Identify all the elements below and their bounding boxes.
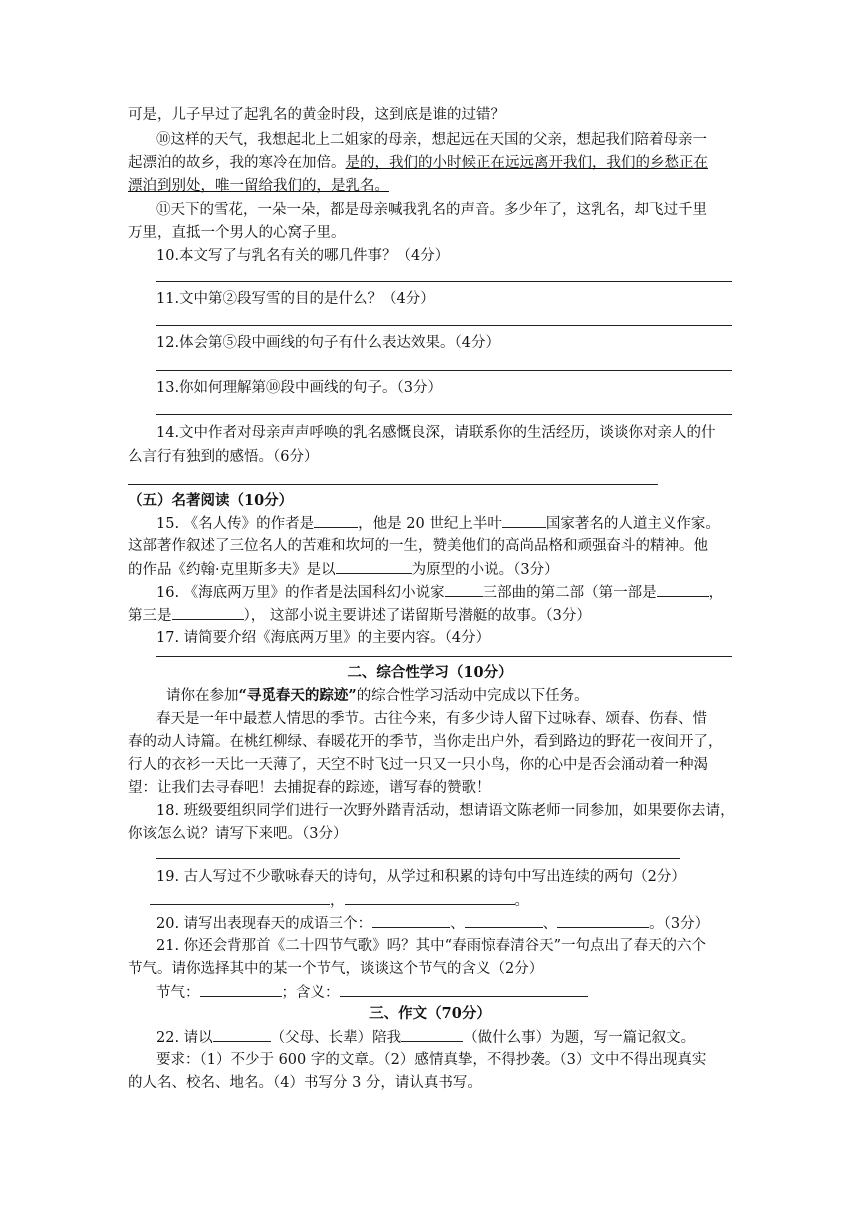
q22-blank-what[interactable] [401,1026,463,1042]
q21-label: 节气： [156,985,200,1001]
section-3-title: 三、作文（70分） [369,1005,491,1022]
q16-text: 第三是 [128,608,172,624]
activity-name: “寻觅春天的踪迹” [238,687,357,704]
question-21-line-3 [156,981,588,1004]
q19-blank-line-1[interactable] [150,889,330,905]
q16-blank-author[interactable] [445,581,483,597]
q15-text: 国家著名的人道主义作家。 [545,516,720,532]
q19-blank-line-2[interactable] [345,889,515,905]
paragraph-10-line-1: ⑩这样的天气，我想起北上二姐家的母亲，想起远在天国的父亲，想起我们陪着母亲一 [156,132,707,148]
spring-paragraph-line-3: 行人的衣衫一天比一天薄了，天空不时飞过一只又一只小鸟，你的心中是否会涌动着一种渴 [128,757,708,773]
spring-paragraph-line-1: 春天是一年中最惹人情思的季节。古往今来，有多少诗人留下过咏春、颂春、伤春、惜 [156,711,707,727]
q16-text: ， [708,585,724,601]
q15-blank-author[interactable] [314,512,358,528]
question-19: 19. 古人写过不少歌咏春天的诗句，从学过和积累的诗句中写出连续的两句（2分） [156,869,686,885]
question-18-line-1: 18. 班级要组织同学们进行一次野外踏青活动，想请语文陈老师一同参加，如果要你去请， [156,803,735,819]
paragraph-10-line-2 [128,152,708,174]
q15-blank-prototype[interactable] [336,558,412,574]
q22-text: （父母、长辈）陪我 [270,1030,402,1046]
q15-text: 为原型的小说。（3分） [411,562,559,578]
paragraph-11-line-2: 万里，直抵一个男人的心窝子里。 [128,225,346,241]
intro-text: 请你在参加 [166,688,239,704]
answer-line-18[interactable] [156,858,680,859]
separator: 、 [542,916,558,932]
q16-text: 三部曲的第二部（第一部是 [482,585,657,601]
q16-blank-first[interactable] [657,581,709,597]
paragraph-9-end: 可是，儿子早过了起乳名的黄金时段，这到底是谁的过错？ [128,107,505,123]
answer-line-12[interactable] [156,370,732,371]
underlined-sentence: 是的，我们的小时候正在远远离开我们，我们的乡愁正在 [345,155,708,171]
answer-line-11[interactable] [156,325,732,326]
answer-line-17[interactable] [156,656,732,657]
q16-text: 16. 《海底两万里》的作者是法国科幻小说家 [156,585,445,601]
q16-blank-third[interactable] [172,604,244,620]
q21-blank-term[interactable] [200,981,282,997]
question-16-line-1 [156,581,723,604]
q15-blank-country[interactable] [502,512,546,528]
q20-blank-3[interactable] [557,912,649,928]
essay-requirements-line-1: 要求：（1）不少于 600 字的文章。（2）感情真挚，不得抄袭。（3）文中不得出现真实 [156,1052,707,1068]
question-16-line-2 [128,604,591,627]
section-2-title: 二、综合性学习（10分） [347,664,513,681]
question-20 [156,912,709,935]
spring-paragraph-line-2: 春的动人诗篇。在桃红柳绿、春暖花开的季节，当你走出户外，看到路边的野花一夜间开了， [128,734,723,750]
q22-text: 22. 请以 [156,1030,213,1046]
question-15-line-2: 这部著作叙述了三位名人的苦难和坎坷的一生，赞美他们的高尚品格和顽强奋斗的精神。他 [128,538,708,554]
paragraph-10-text: 起漂泊的故乡，我的寒冷在加倍。 [128,155,346,171]
q20-text: 。（3分） [649,916,710,932]
q21-label: ；含义： [281,985,340,1001]
answer-line-14[interactable] [128,484,658,485]
q15-text: 的作品《约翰·克里斯多夫》是以 [128,562,336,578]
q20-blank-2[interactable] [465,912,543,928]
essay-requirements-line-2: 的人名、校名、地名。（4）书写分 3 分，请认真书写。 [128,1075,482,1091]
period: 。 [514,893,529,909]
question-18-line-2: 你该怎么说？请写下来吧。（3分） [128,826,348,842]
question-21-line-2: 节气。请你选择其中的某一个节气，谈谈这个节气的含义（2分） [128,961,544,977]
question-10: 10.本文写了与乳名有关的哪几件事？（4分） [156,248,450,264]
question-11: 11.文中第②段写雪的目的是什么？（4分） [156,291,435,307]
activity-intro [166,685,589,707]
question-21-line-1: 21. 你还会背那首《二十四节气歌》吗？其中“春雨惊春清谷天”一句点出了春天的六个 [156,938,706,954]
q20-blank-1[interactable] [372,912,450,928]
question-17: 17. 请简要介绍《海底两万里》的主要内容。（4分） [156,630,491,646]
question-12: 12.体会第⑤段中画线的句子有什么表达效果。（4分） [156,335,501,351]
question-15-line-1 [156,512,720,535]
q16-text: ）， 这部小说主要讲述了诺留斯号潜艇的故事。（3分） [243,608,591,624]
question-14-line-2: 么言行有独到的感悟。（6分） [128,449,319,465]
q20-text: 20. 请写出表现春天的成语三个： [156,916,373,932]
section-5-title: （五）名著阅读（10分） [128,492,294,509]
answer-line-13[interactable] [156,414,732,415]
q15-text: ，他是 20 世纪上半叶 [358,516,502,532]
intro-text: 的综合性学习活动中完成以下任务。 [356,688,589,704]
question-14-line-1: 14.文中作者对母亲声声呼唤的乳名感慨良深，请联系你的生活经历，谈谈你对亲人的什 [156,425,716,441]
paragraph-10-line-3: 漂泊到别处，唯一留给我们的，是乳名。 [128,178,389,194]
answer-line-10[interactable] [156,281,732,282]
question-15-line-3 [128,558,559,581]
q22-blank-who[interactable] [213,1026,271,1042]
q22-text: （做什么事）为题，写一篇记叙文。 [463,1030,696,1046]
q15-text: 15. 《名人传》的作者是 [156,516,315,532]
question-22 [156,1026,695,1049]
question-19-answer [150,889,529,912]
question-13: 13.你如何理解第⑩段中画线的句子。（3分） [156,380,443,396]
separator: 、 [450,916,465,932]
q21-blank-meaning[interactable] [340,981,588,997]
spring-paragraph-line-4: 望：让我们去寻春吧！去捕捉春的踪迹，谱写春的赞歌！ [128,780,491,796]
paragraph-11-line-1: ⑪天下的雪花，一朵一朵，都是母亲喊我乳名的声音。多少年了，这乳名，却飞过千里 [156,202,707,218]
comma: ， [330,893,345,909]
